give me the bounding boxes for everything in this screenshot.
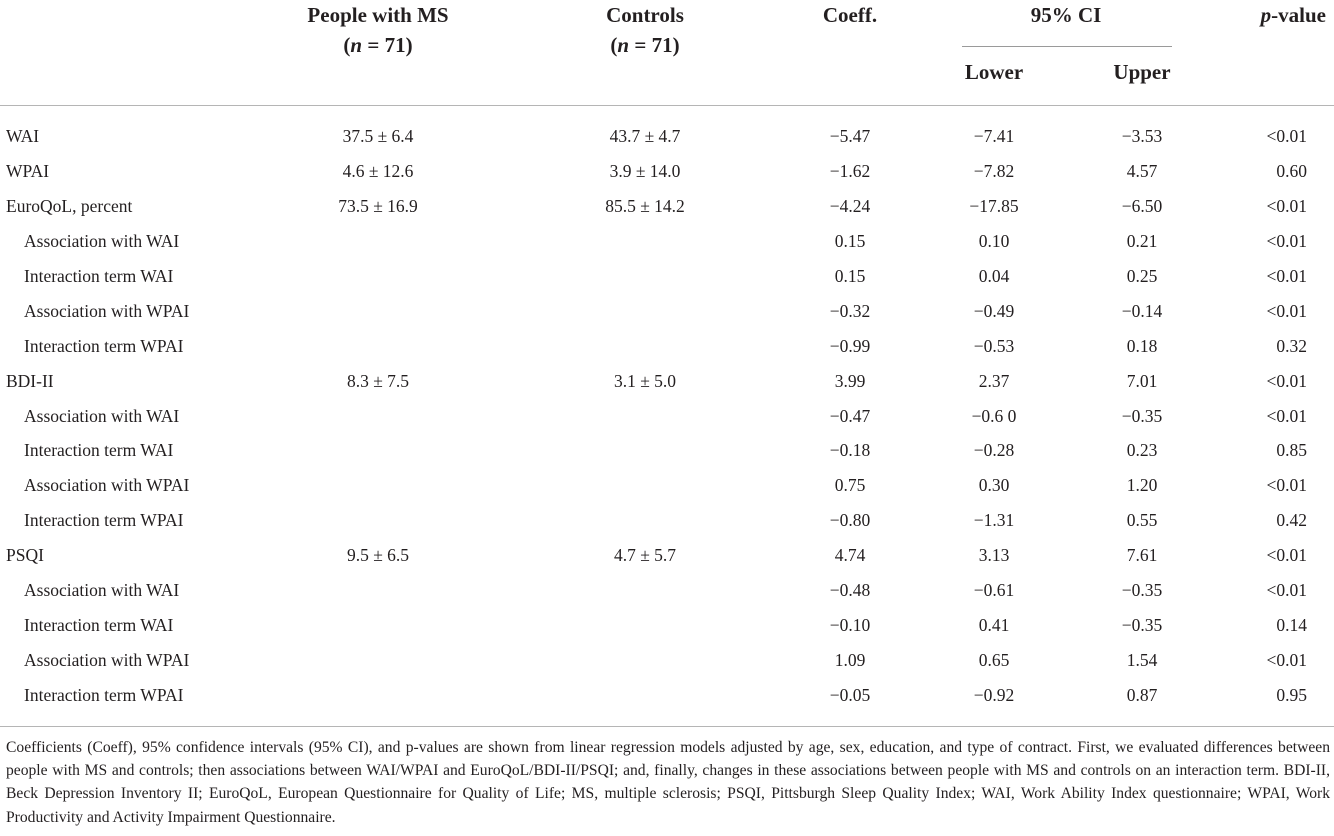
row-label: WPAI xyxy=(6,160,50,181)
row-label: Association with WAI xyxy=(24,405,180,426)
cell-coeff: −0.99 xyxy=(829,335,871,356)
cell-coeff: −5.47 xyxy=(829,126,871,146)
cell-people-with-ms: 8.3 ± 7.5 xyxy=(346,370,410,391)
table-row xyxy=(0,502,1334,537)
cell-ci-lower: 0.30 xyxy=(978,475,1010,496)
row-label: PSQI xyxy=(6,545,44,566)
cell-ci-upper: 7.01 xyxy=(1126,370,1158,391)
row-label: Interaction term WAI xyxy=(24,265,174,286)
header-ms-n: (n = 71) xyxy=(343,33,413,57)
row-label: Association with WAI xyxy=(24,230,180,251)
cell-p-value: <0.01 xyxy=(1266,265,1307,286)
cell-ci-upper: 0.18 xyxy=(1126,335,1158,356)
cell-p-value: <0.01 xyxy=(1266,475,1307,496)
header-95-ci: 95% CI xyxy=(1030,3,1102,27)
cell-controls: 85.5 ± 14.2 xyxy=(605,195,685,216)
cell-coeff: 4.74 xyxy=(834,545,866,566)
cell-coeff: 0.75 xyxy=(834,475,866,496)
cell-ci-lower: −1.31 xyxy=(973,510,1015,531)
cell-p-value: <0.01 xyxy=(1266,580,1307,601)
row-label: Association with WPAI xyxy=(24,475,190,496)
cell-ci-lower: −7.82 xyxy=(973,160,1015,181)
header-lower: Lower xyxy=(964,60,1024,84)
ci-header-divider xyxy=(962,46,1172,47)
cell-coeff: −0.18 xyxy=(829,440,871,461)
cell-p-value: <0.01 xyxy=(1266,370,1307,391)
cell-coeff: −0.80 xyxy=(829,510,871,531)
row-label: Interaction term WPAI xyxy=(24,510,184,531)
table-row xyxy=(0,572,1334,607)
cell-p-value: <0.01 xyxy=(1266,126,1307,146)
cell-people-with-ms: 4.6 ± 12.6 xyxy=(342,160,414,181)
cell-coeff: −0.05 xyxy=(829,685,871,705)
cell-people-with-ms: 9.5 ± 6.5 xyxy=(346,545,410,566)
cell-ci-lower: 2.37 xyxy=(978,370,1010,391)
cell-ci-upper: 0.87 xyxy=(1126,685,1158,705)
cell-ci-upper: −0.35 xyxy=(1121,405,1163,426)
cell-ci-lower: 0.10 xyxy=(978,230,1010,251)
cell-people-with-ms: 73.5 ± 16.9 xyxy=(338,195,418,216)
cell-controls: 43.7 ± 4.7 xyxy=(609,126,681,146)
cell-p-value: <0.01 xyxy=(1266,195,1307,216)
cell-ci-upper: 0.23 xyxy=(1126,440,1158,461)
cell-ci-lower: −0.61 xyxy=(973,580,1015,601)
cell-p-value: 0.95 xyxy=(1276,685,1307,705)
table-row xyxy=(0,363,1334,398)
cell-controls: 3.1 ± 5.0 xyxy=(613,370,677,391)
cell-p-value: <0.01 xyxy=(1266,545,1307,566)
table-row xyxy=(0,607,1334,642)
table-row xyxy=(0,118,1334,153)
cell-ci-lower: 0.41 xyxy=(978,615,1010,636)
footer-rule xyxy=(0,726,1334,727)
table-body xyxy=(0,118,1334,712)
table-row xyxy=(0,642,1334,677)
row-label: Interaction term WPAI xyxy=(24,685,184,705)
cell-coeff: −4.24 xyxy=(829,195,871,216)
row-label: Interaction term WAI xyxy=(24,615,174,636)
cell-p-value: <0.01 xyxy=(1266,650,1307,671)
cell-ci-lower: 0.04 xyxy=(978,265,1010,286)
cell-ci-lower: 3.13 xyxy=(978,545,1010,566)
cell-coeff: −0.47 xyxy=(829,405,871,426)
cell-ci-upper: −3.53 xyxy=(1121,126,1163,146)
table-row xyxy=(0,293,1334,328)
cell-ci-lower: −0.28 xyxy=(973,440,1015,461)
cell-ci-lower: −0.53 xyxy=(973,335,1015,356)
cell-coeff: 3.99 xyxy=(834,370,866,391)
row-label: BDI-II xyxy=(6,370,54,391)
cell-p-value: <0.01 xyxy=(1266,405,1307,426)
table-row xyxy=(0,432,1334,467)
header-rule xyxy=(0,105,1334,106)
table-row xyxy=(0,188,1334,223)
cell-ci-upper: 1.20 xyxy=(1126,475,1158,496)
cell-ci-upper: −0.35 xyxy=(1121,615,1163,636)
header-coeff: Coeff. xyxy=(822,3,878,27)
cell-ci-upper: 1.54 xyxy=(1126,650,1158,671)
cell-ci-upper: −0.14 xyxy=(1121,300,1163,321)
header-ms-title: People with MS xyxy=(307,3,449,27)
cell-ci-upper: 0.25 xyxy=(1126,265,1158,286)
table-row xyxy=(0,223,1334,258)
table-row xyxy=(0,258,1334,293)
cell-ci-lower: −0.92 xyxy=(973,685,1015,705)
cell-ci-upper: 0.21 xyxy=(1126,230,1158,251)
cell-ci-upper: −0.35 xyxy=(1121,580,1163,601)
table-row xyxy=(0,153,1334,188)
header-p-value: p-value xyxy=(1260,3,1326,27)
header-controls-n: (n = 71) xyxy=(610,33,680,57)
header-controls xyxy=(535,0,755,60)
cell-coeff: −0.10 xyxy=(829,615,871,636)
row-label: Association with WAI xyxy=(24,580,180,601)
cell-coeff: −1.62 xyxy=(829,160,871,181)
cell-ci-lower: −17.85 xyxy=(969,195,1019,216)
table-row xyxy=(0,467,1334,502)
table-footnote: Coefficients (Coeff), 95% confidence intervals (95% CI), and p-values are shown from linear regression models adjusted by age, sex, education, and type of contract. First, we evaluated differences between people with MS and controls; then associations between WAI/WPAI and EuroQoL/BDI-II/PSQI; and, finally, changes in these associations between people with MS and controls on an interaction term. BDI-II, Beck Depression Inventory II; EuroQoL, European Questionnaire for Quality of Life; MS, multiple sclerosis; PSQI, Pittsburgh Sleep Quality Index; WAI, Work Ability Index questionnaire; WPAI, Work Productivity and Activity Impairment Questionnaire. xyxy=(6,739,1330,826)
table-row xyxy=(0,677,1334,712)
row-label: EuroQoL, percent xyxy=(6,195,133,216)
cell-p-value: 0.14 xyxy=(1276,615,1307,636)
cell-p-value: 0.60 xyxy=(1276,160,1307,181)
cell-ci-upper: 0.55 xyxy=(1126,510,1158,531)
cell-p-value: 0.42 xyxy=(1276,510,1307,531)
cell-p-value: 0.85 xyxy=(1276,440,1307,461)
cell-p-value: 0.32 xyxy=(1276,335,1307,356)
cell-ci-upper: −6.50 xyxy=(1121,195,1163,216)
cell-ci-lower: 0.65 xyxy=(978,650,1010,671)
cell-ci-lower: −0.49 xyxy=(973,300,1015,321)
cell-controls: 4.7 ± 5.7 xyxy=(613,545,677,566)
table-row xyxy=(0,537,1334,572)
cell-coeff: 1.09 xyxy=(834,650,866,671)
row-label: Association with WPAI xyxy=(24,300,190,321)
cell-coeff: −0.48 xyxy=(829,580,871,601)
cell-ci-lower: −7.41 xyxy=(973,126,1015,146)
cell-people-with-ms: 37.5 ± 6.4 xyxy=(342,126,414,146)
cell-coeff: −0.32 xyxy=(829,300,871,321)
row-label: Interaction term WAI xyxy=(24,440,174,461)
cell-ci-upper: 7.61 xyxy=(1126,545,1158,566)
header-upper: Upper xyxy=(1113,60,1171,84)
table-row xyxy=(0,398,1334,433)
row-label: Interaction term WPAI xyxy=(24,335,184,356)
table-row xyxy=(0,328,1334,363)
header-controls-title: Controls xyxy=(606,3,684,27)
cell-controls: 3.9 ± 14.0 xyxy=(609,160,681,181)
cell-coeff: 0.15 xyxy=(834,265,866,286)
header-people-with-ms xyxy=(268,0,488,60)
cell-coeff: 0.15 xyxy=(834,230,866,251)
cell-p-value: <0.01 xyxy=(1266,230,1307,251)
row-label: WAI xyxy=(6,126,40,146)
cell-ci-upper: 4.57 xyxy=(1126,160,1158,181)
cell-p-value: <0.01 xyxy=(1266,300,1307,321)
row-label: Association with WPAI xyxy=(24,650,190,671)
cell-ci-lower: −0.6 0 xyxy=(971,405,1017,426)
